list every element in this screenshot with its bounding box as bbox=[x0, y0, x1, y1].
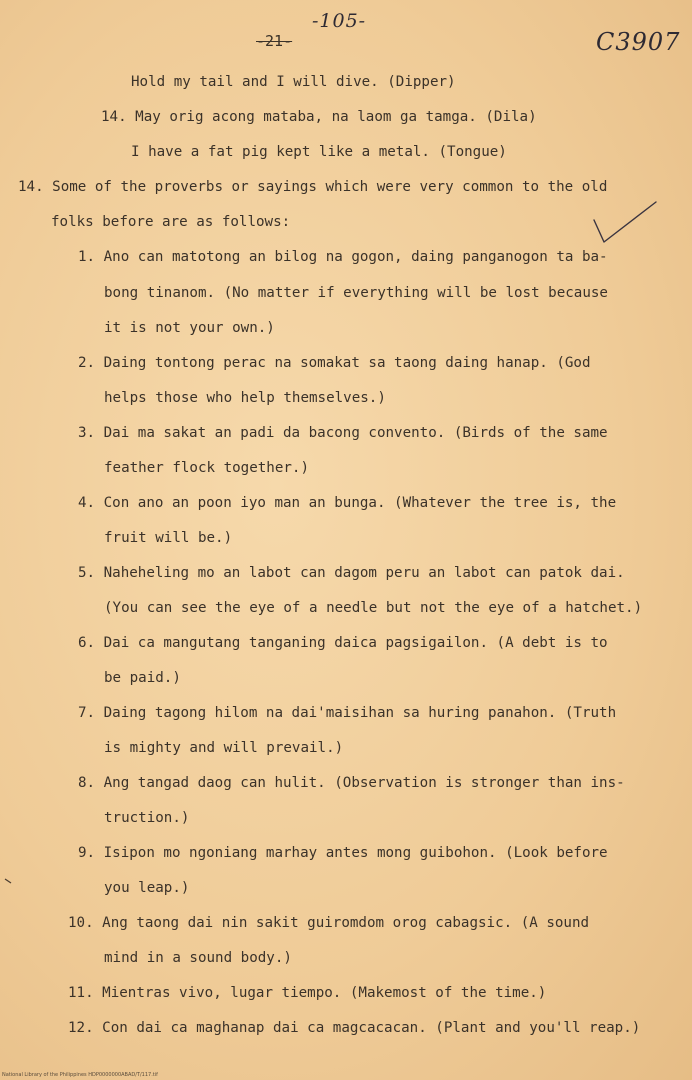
text-line: (You can see the eye of a needle but not the eye of a hatchet.) bbox=[104, 600, 643, 616]
text-line: 14. May orig acong mataba, na laom ga tamga. (Dila) bbox=[101, 109, 537, 125]
checkmark-icon bbox=[590, 198, 660, 248]
text-line: is mighty and will prevail.) bbox=[104, 740, 344, 756]
text-line: I have a fat pig kept like a metal. (Tongue) bbox=[131, 144, 507, 160]
text-line: 5. Naheheling mo an labot can dagom peru an labot can patok dai. bbox=[78, 565, 625, 581]
handwritten-page-number: -105- bbox=[312, 10, 367, 32]
text-line: bong tinanom. (No matter if everything will be lost because bbox=[104, 285, 608, 301]
text-line: 11. Mientras vivo, lugar tiempo. (Makemost of the time.) bbox=[68, 985, 547, 1001]
archive-footer: National Library of the Philippines HDP0000000ABAD/T/117.tif bbox=[2, 1072, 158, 1078]
text-line: mind in a sound body.) bbox=[104, 950, 292, 966]
text-line: helps those who help themselves.) bbox=[104, 390, 386, 406]
handwritten-reference-number: C3907 bbox=[596, 28, 681, 56]
text-line: fruit will be.) bbox=[104, 530, 233, 546]
text-line: 2. Daing tontong perac na somakat sa taong daing hanap. (God bbox=[78, 355, 591, 371]
text-line: 7. Daing tagong hilom na dai'maisihan sa huring panahon. (Truth bbox=[78, 705, 617, 721]
margin-mark-icon bbox=[4, 878, 12, 884]
text-line: 12. Con dai ca maghanap dai ca magcacacan. (Plant and you'll reap.) bbox=[68, 1020, 641, 1036]
text-line: 14. Some of the proverbs or sayings which were very common to the old bbox=[18, 179, 608, 195]
text-line: 6. Dai ca mangutang tanganing daica pagsigailon. (A debt is to bbox=[78, 635, 608, 651]
text-line: be paid.) bbox=[104, 670, 181, 686]
text-line: it is not your own.) bbox=[104, 320, 275, 336]
text-line: 1. Ano can matotong an bilog na gogon, daing panganogon ta ba- bbox=[78, 249, 608, 265]
text-line: 4. Con ano an poon iyo man an bunga. (Whatever the tree is, the bbox=[78, 495, 617, 511]
text-line: truction.) bbox=[104, 810, 190, 826]
text-line: 10. Ang taong dai nin sakit guiromdom orog cabagsic. (A sound bbox=[68, 915, 590, 931]
typed-page-number: -21- bbox=[256, 32, 293, 50]
text-line: feather flock together.) bbox=[104, 460, 309, 476]
text-line: 3. Dai ma sakat an padi da bacong convento. (Birds of the same bbox=[78, 425, 608, 441]
text-line: 9. Isipon mo ngoniang marhay antes mong guibohon. (Look before bbox=[78, 845, 608, 861]
text-line: Hold my tail and I will dive. (Dipper) bbox=[131, 74, 456, 90]
text-line: 8. Ang tangad daog can hulit. (Observation is stronger than ins- bbox=[78, 775, 625, 791]
text-line: folks before are as follows: bbox=[51, 214, 291, 230]
text-line: you leap.) bbox=[104, 880, 190, 896]
